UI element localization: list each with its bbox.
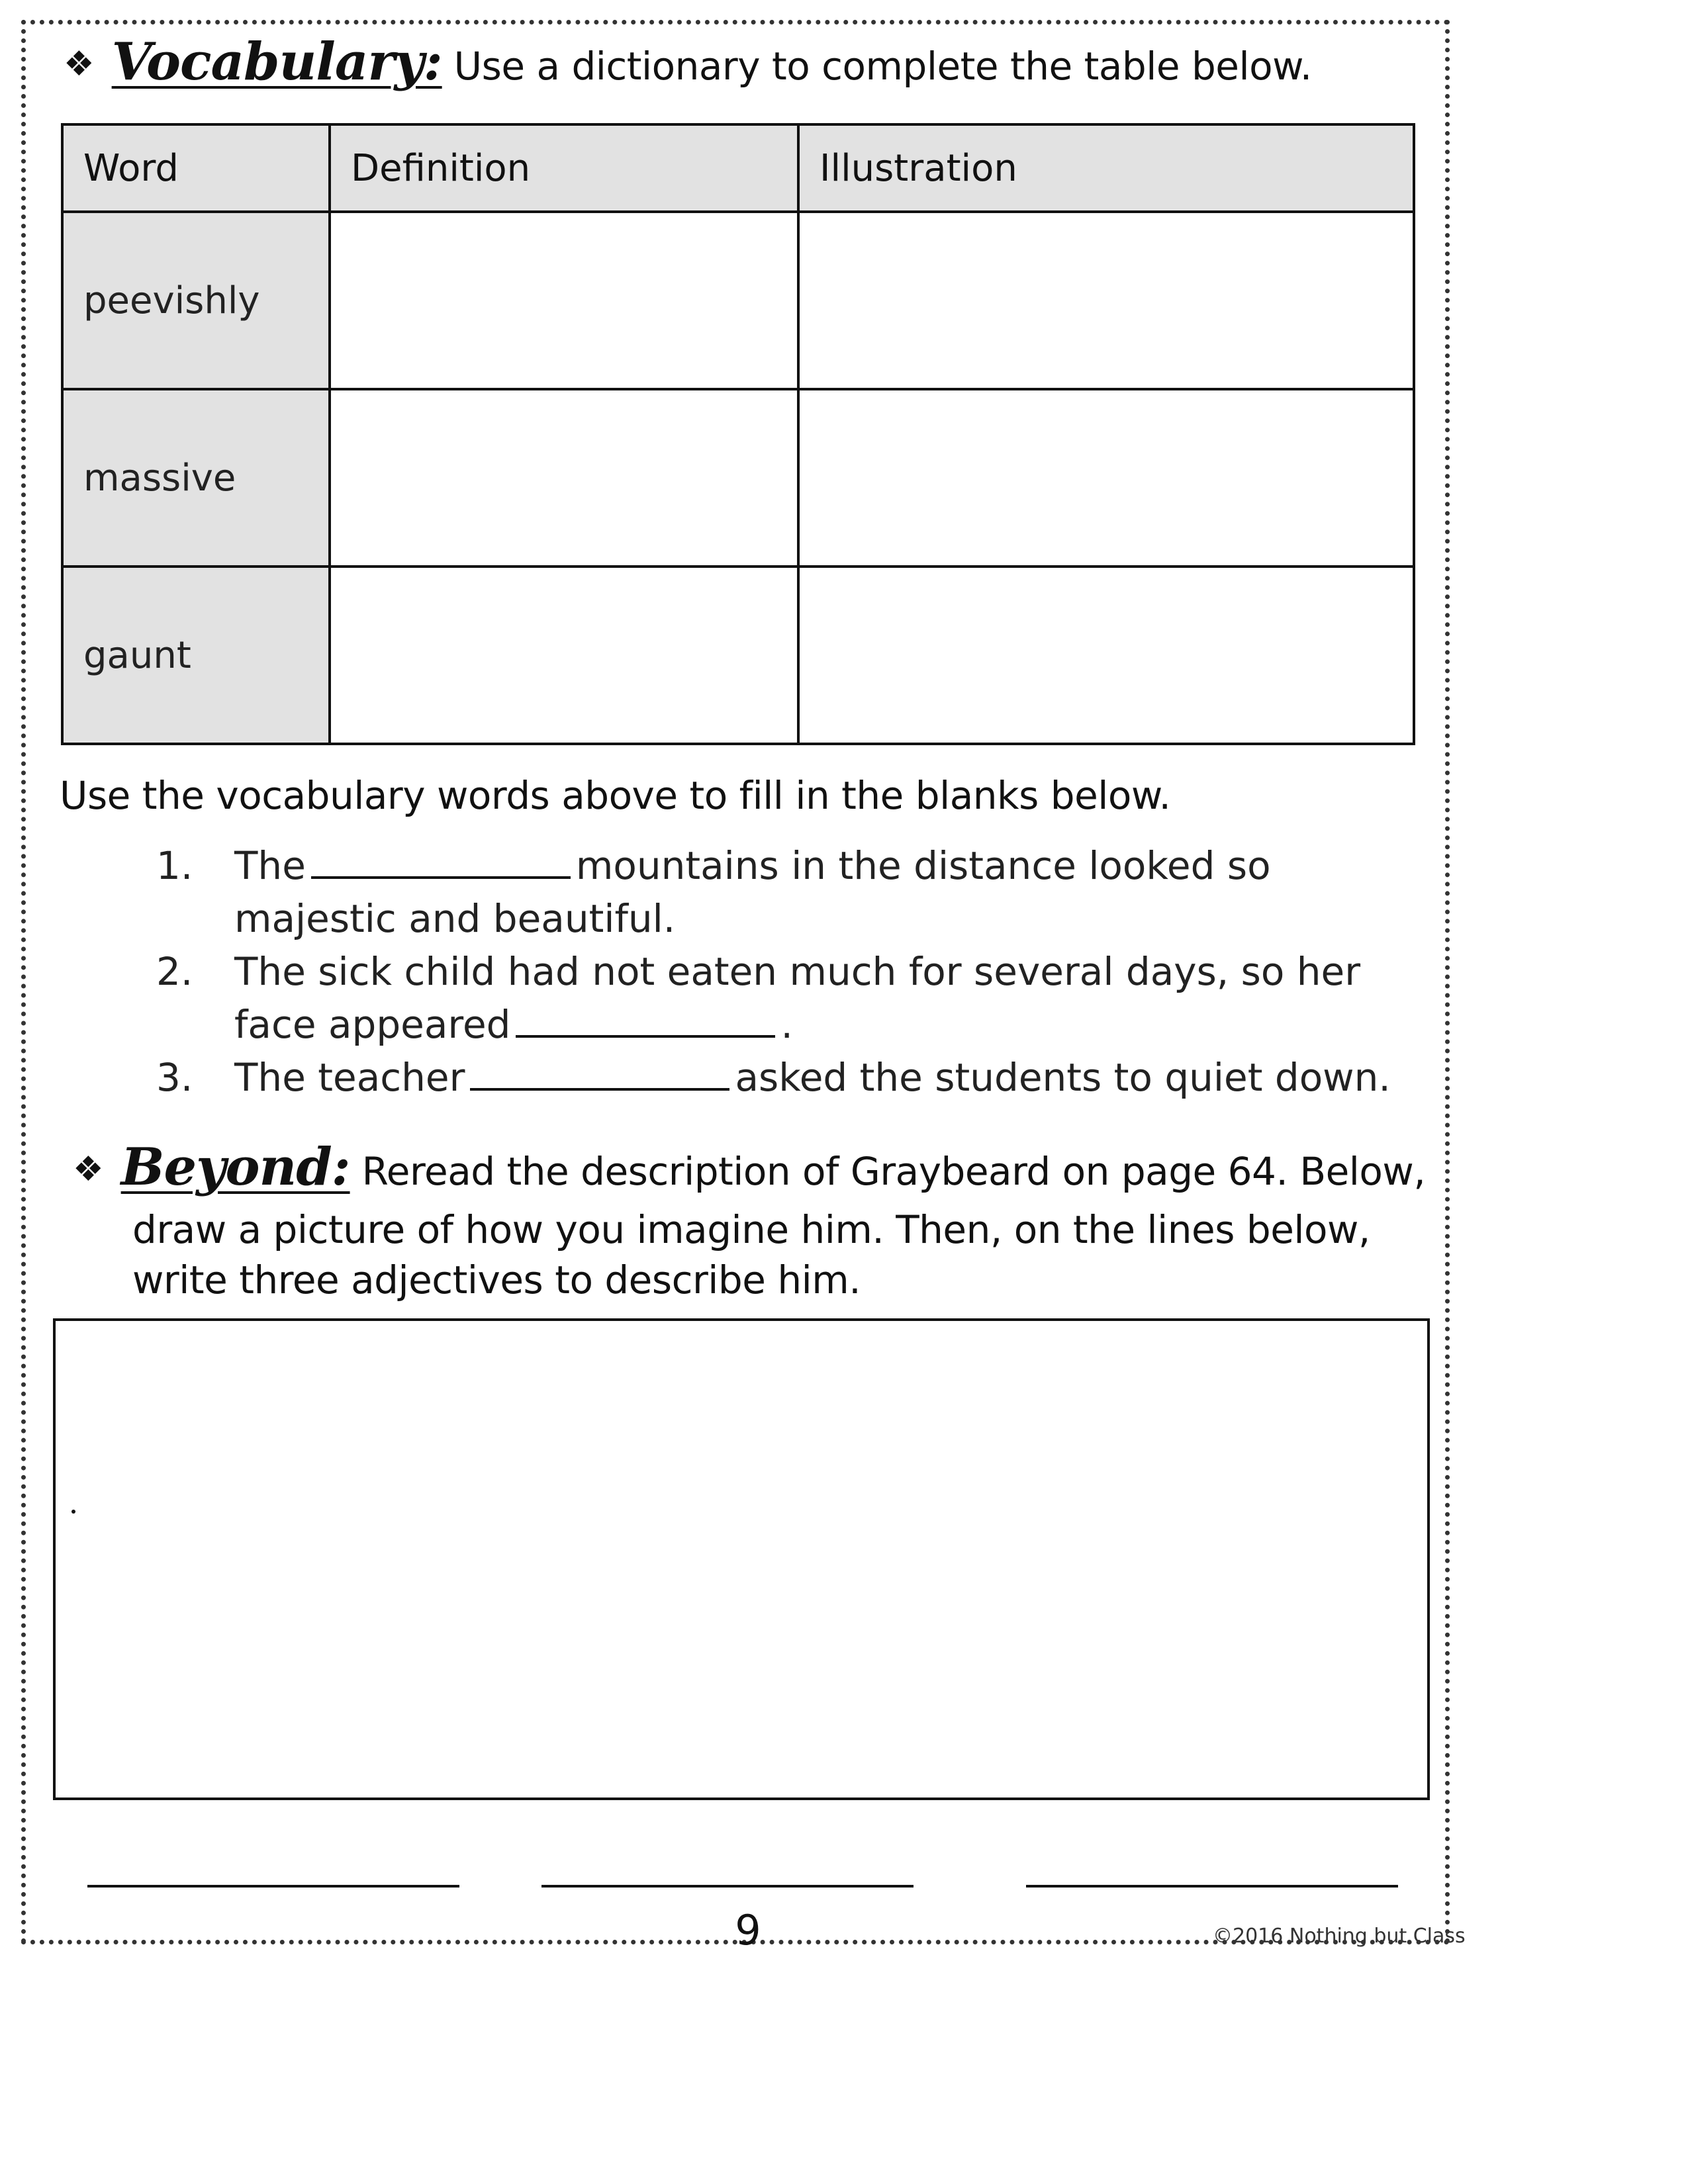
beyond-instruction bbox=[132, 1205, 1370, 1305]
table-row bbox=[62, 567, 1414, 744]
adjective-line-2[interactable] bbox=[541, 1885, 914, 1888]
answer-blank[interactable] bbox=[516, 1002, 775, 1038]
vocabulary-heading bbox=[64, 32, 1312, 92]
list-item bbox=[156, 1051, 1414, 1104]
illustration-cell[interactable] bbox=[798, 389, 1414, 567]
header-definition: Definition bbox=[330, 124, 798, 212]
item-text-after: asked the students to quiet down. bbox=[735, 1055, 1391, 1100]
illustration-cell[interactable] bbox=[798, 567, 1414, 744]
table-header-row bbox=[62, 124, 1414, 212]
definition-cell[interactable] bbox=[330, 567, 798, 744]
fill-in-list bbox=[156, 839, 1414, 1104]
vocabulary-instruction: Use a dictionary to complete the table below. bbox=[453, 44, 1312, 89]
table-row bbox=[62, 389, 1414, 567]
item-text-before: The sick child had not eaten much for several days, so her face appeared bbox=[234, 949, 1361, 1047]
vocabulary-title: Vocabulary: bbox=[111, 32, 442, 92]
item-text-after: mountains in the distance looked so majestic and beautiful. bbox=[234, 843, 1271, 941]
header-illustration: Illustration bbox=[798, 124, 1414, 212]
adjective-line-3[interactable] bbox=[1026, 1885, 1398, 1888]
table-row bbox=[62, 212, 1414, 389]
answer-blank[interactable] bbox=[470, 1055, 729, 1091]
beyond-instruction-line2: draw a picture of how you imagine him. Then, on the lines below, bbox=[132, 1207, 1370, 1252]
item-number: 3. bbox=[156, 1055, 193, 1100]
item-number: 1. bbox=[156, 843, 193, 888]
adjective-line-1[interactable] bbox=[87, 1885, 459, 1888]
drawing-box[interactable] bbox=[53, 1318, 1430, 1800]
page-number: 9 bbox=[735, 1906, 761, 1954]
item-text-before: The bbox=[234, 843, 306, 888]
fill-in-instruction: Use the vocabulary words above to fill in the blanks below. bbox=[60, 773, 1171, 818]
beyond-heading bbox=[73, 1137, 1425, 1197]
word-cell: peevishly bbox=[62, 212, 330, 389]
item-text bbox=[234, 1051, 1413, 1104]
word-cell: massive bbox=[62, 389, 330, 567]
diamond-bullet-icon: ❖ bbox=[64, 44, 95, 84]
diamond-bullet-icon: ❖ bbox=[73, 1150, 104, 1189]
vocabulary-table bbox=[61, 123, 1415, 745]
item-text-after: . bbox=[780, 1002, 793, 1047]
item-number: 2. bbox=[156, 949, 193, 994]
beyond-title: Beyond: bbox=[120, 1137, 350, 1197]
list-item bbox=[156, 839, 1414, 945]
word-cell: gaunt bbox=[62, 567, 330, 744]
illustration-cell[interactable] bbox=[798, 212, 1414, 389]
header-word: Word bbox=[62, 124, 330, 212]
answer-blank[interactable] bbox=[311, 843, 571, 879]
copyright-text: ©2016 Nothing but Class bbox=[1213, 1925, 1466, 1948]
item-text-before: The teacher bbox=[234, 1055, 465, 1100]
item-text bbox=[234, 945, 1413, 1051]
definition-cell[interactable] bbox=[330, 389, 798, 567]
beyond-instruction-line3: write three adjectives to describe him. bbox=[132, 1257, 861, 1302]
list-item bbox=[156, 945, 1414, 1051]
definition-cell[interactable] bbox=[330, 212, 798, 389]
item-text bbox=[234, 839, 1413, 945]
box-mark bbox=[71, 1510, 75, 1514]
beyond-instruction-line1: Reread the description of Graybeard on page 64. Below, bbox=[361, 1149, 1426, 1194]
